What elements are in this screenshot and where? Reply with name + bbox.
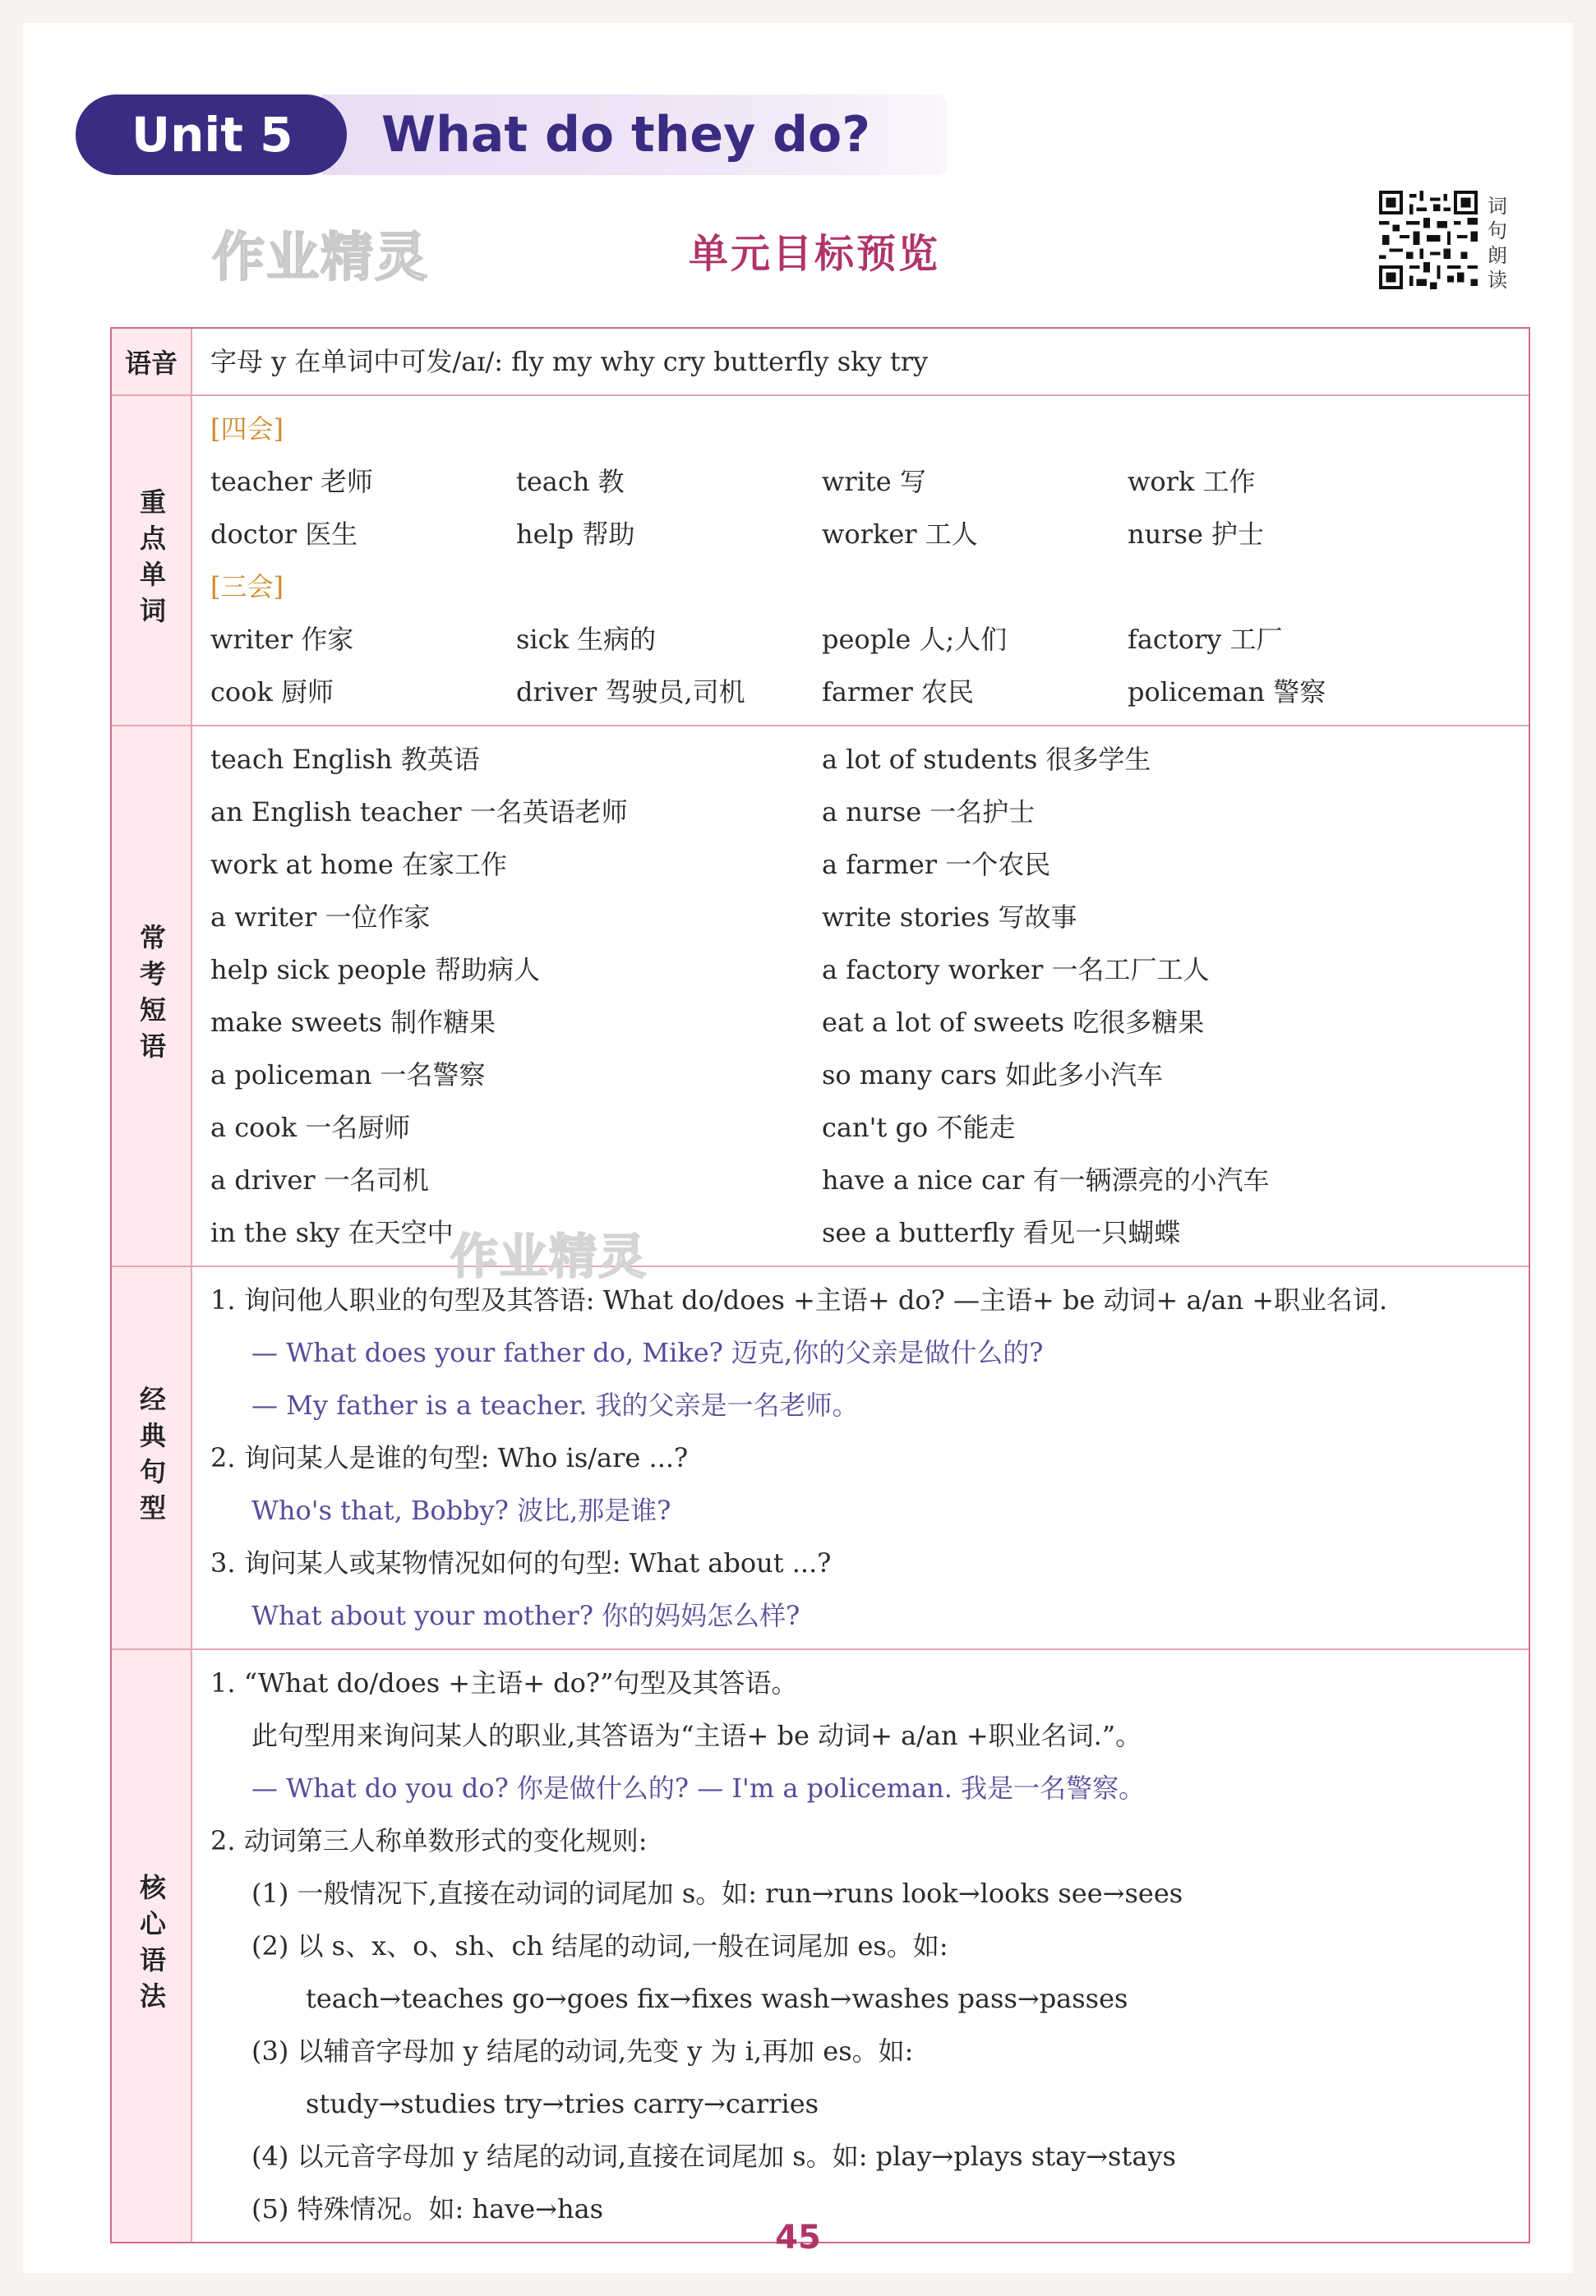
category-label: 语音: [124, 348, 178, 379]
grammar-content: [192, 1650, 1529, 2242]
phrase-item: an English teacher 一名英语老师: [210, 796, 628, 828]
grammar-rule: (5) 特殊情况。如: have→has: [251, 2193, 604, 2225]
unit-title: What do they do?: [381, 106, 871, 164]
grammar-example: — What do you do? 你是做什么的? — I'm a policeman. 我是一名警察。: [251, 1773, 1146, 1804]
category-cell: [112, 1267, 192, 1648]
qr-label: 词句朗读: [1488, 195, 1507, 292]
unit-label: Unit 5: [76, 95, 347, 175]
phrase-item: a farmer 一个农民: [822, 849, 1051, 880]
category-label: 重点单词: [136, 488, 167, 633]
sentence-pattern: 2. 询问某人是谁的句型: Who is/are ...?: [210, 1442, 689, 1473]
phrase-item: write stories 写故事: [822, 901, 1077, 933]
grammar-rule: (4) 以元音字母加 y 结尾的动词,直接在词尾加 s。如: play→plays stay→stays: [251, 2141, 1176, 2172]
sentence-pattern: 3. 询问某人或某物情况如何的句型: What about ...?: [210, 1547, 832, 1579]
row-vocab: [112, 394, 1529, 725]
grammar-rule: (2) 以 s、x、o、sh、ch 结尾的动词,一般在词尾加 es。如:: [251, 1930, 948, 1962]
tag-four: [四会]: [210, 413, 284, 445]
phrases-grid: [210, 733, 1511, 1259]
grammar-rule-example: teach→teaches go→goes fix→fixes wash→washes pass→passes: [306, 1983, 1128, 2014]
sentence-example: Who's that, Bobby? 波比,那是谁?: [251, 1495, 671, 1526]
vocab-item: teacher 老师: [210, 466, 373, 497]
phrase-item: a writer 一位作家: [210, 901, 431, 933]
vocab-item: people 人;人们: [822, 624, 1008, 655]
phrase-item: teach English 教英语: [210, 744, 480, 775]
grammar-rule: (3) 以辅音字母加 y 结尾的动词,先变 y 为 i,再加 es。如:: [251, 2036, 914, 2067]
vocab-content: [192, 396, 1529, 725]
phrase-item: can't go 不能走: [822, 1112, 1016, 1143]
sentence-example: — My father is a teacher. 我的父亲是一名老师。: [251, 1390, 859, 1421]
unit-banner: [76, 95, 939, 175]
phrase-item: in the sky 在天空中: [210, 1217, 454, 1248]
row-phonics: [112, 329, 1529, 394]
phrases-content: [192, 726, 1529, 1266]
category-label: 核心语法: [136, 1874, 167, 2018]
qr-code-icon[interactable]: [1379, 187, 1471, 293]
phrase-item: a nurse 一名护士: [822, 796, 1036, 828]
vocab-item: writer 作家: [210, 624, 354, 655]
watermark: 作业精灵: [450, 1229, 648, 1284]
sentences-content: [192, 1267, 1529, 1648]
grammar-note: 此句型用来询问某人的职业,其答语为“主语+ be 动词+ a/an +职业名词.”。: [251, 1720, 1142, 1751]
phrase-item: so many cars 如此多小汽车: [822, 1059, 1164, 1090]
phonics-content: [192, 329, 1529, 394]
sentence-pattern: 1. 询问他人职业的句型及其答语: What do/does +主语+ do? —主语+ be 动词+ a/an +职业名词.: [210, 1284, 1388, 1316]
phrase-item: help sick people 帮助病人: [210, 954, 541, 985]
phrase-item: a factory worker 一名工厂工人: [822, 954, 1210, 985]
preview-table: [110, 327, 1530, 2243]
row-grammar: [112, 1648, 1529, 2242]
vocab-item: nurse 护士: [1128, 519, 1265, 550]
grammar-point: 1. “What do/does +主语+ do?”句型及其答语。: [210, 1667, 798, 1699]
category-cell: [112, 1650, 192, 2242]
category-label: 经典句型: [136, 1385, 167, 1530]
vocab-four-grid: [210, 455, 1511, 560]
phrase-item: work at home 在家工作: [210, 849, 507, 880]
vocab-item: worker 工人: [822, 519, 978, 550]
category-cell: [112, 396, 192, 725]
phrase-item: a policeman 一名警察: [210, 1059, 486, 1090]
phrase-item: have a nice car 有一辆漂亮的小汽车: [822, 1164, 1270, 1196]
phonics-text: 字母 y 在单词中可发/aɪ/: fly my why cry butterfly sky try: [210, 346, 929, 377]
vocab-item: cook 厨师: [210, 676, 334, 708]
vocab-three-grid: [210, 613, 1511, 718]
sentence-example: — What does your father do, Mike? 迈克,你的父亲是做什么的?: [251, 1337, 1044, 1368]
category-cell: [112, 726, 192, 1266]
section-title: 单元目标预览: [688, 231, 940, 277]
phrase-item: make sweets 制作糖果: [210, 1007, 496, 1038]
vocab-item: driver 驾驶员,司机: [516, 676, 745, 708]
row-phrases: [112, 725, 1529, 1266]
watermark: 作业精灵: [212, 228, 429, 288]
vocab-item: help 帮助: [516, 519, 635, 550]
vocab-item: factory 工厂: [1128, 624, 1283, 655]
vocab-item: work 工作: [1128, 466, 1256, 497]
phrase-item: eat a lot of sweets 吃很多糖果: [822, 1007, 1205, 1038]
category-label: 常考短语: [136, 924, 167, 1068]
grammar-point: 2. 动词第三人称单数形式的变化规则:: [210, 1825, 648, 1856]
phrase-item: a cook 一名厨师: [210, 1112, 411, 1143]
page-number: 45: [775, 2219, 821, 2257]
vocab-item: policeman 警察: [1128, 676, 1326, 708]
category-cell: [112, 329, 192, 394]
vocab-item: farmer 农民: [822, 676, 974, 708]
vocab-item: doctor 医生: [210, 519, 358, 550]
vocab-item: write 写: [822, 466, 926, 497]
vocab-item: sick 生病的: [516, 624, 657, 655]
phrase-item: a driver 一名司机: [210, 1164, 429, 1196]
sentence-example: What about your mother? 你的妈妈怎么样?: [251, 1600, 800, 1631]
phrase-item: see a butterfly 看见一只蝴蝶: [822, 1217, 1181, 1248]
grammar-rule: (1) 一般情况下,直接在动词的词尾加 s。如: run→runs look→looks see→sees: [251, 1878, 1183, 1909]
phrase-item: a lot of students 很多学生: [822, 744, 1151, 775]
tag-three: [三会]: [210, 571, 284, 602]
grammar-rule-example: study→studies try→tries carry→carries: [306, 2088, 819, 2119]
vocab-item: teach 教: [516, 466, 625, 497]
row-sentences: [112, 1266, 1529, 1648]
